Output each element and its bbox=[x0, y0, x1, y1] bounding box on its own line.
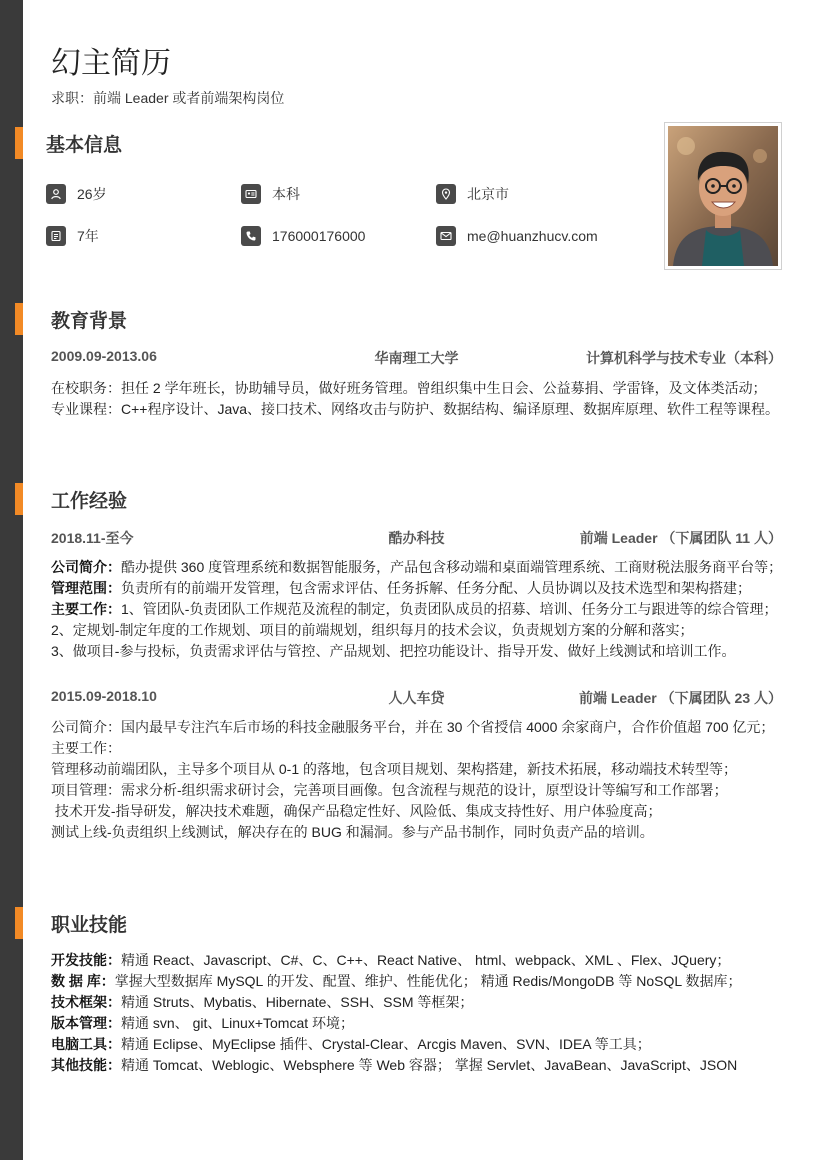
skill-text: 精通 svn、 git、Linux+Tomcat 环境； bbox=[121, 1015, 355, 1031]
job-line-text: 1、管团队-负责团队工作规范及流程的制定，负责团队成员的招募、培训、任务分工与跟进等的综合管理； bbox=[121, 601, 778, 617]
education-details bbox=[51, 378, 786, 420]
skill-text: 精通 React、Javascript、C#、C、C++、React Native、 html、webpack、XML 、Flex、JQuery； bbox=[121, 952, 731, 968]
skill-label: 电脑工具： bbox=[51, 1036, 121, 1052]
job-line-text: 负责所有的前端开发管理，包含需求评估、任务拆解、任务分配、人员协调以及技术选型和架构搭建； bbox=[121, 580, 751, 596]
mail-icon bbox=[436, 226, 456, 246]
job-line: 公司简介：国内最早专注汽车后市场的科技金融服务平台，并在 30 个省授信 4000 余家商户，合作价值超 700 亿元； bbox=[51, 719, 775, 735]
job-line bbox=[51, 641, 786, 662]
skill-line bbox=[51, 971, 786, 992]
section-marker-education bbox=[15, 303, 23, 335]
skill-label: 版本管理： bbox=[51, 1015, 121, 1031]
info-experience-value: 7年 bbox=[77, 228, 99, 244]
section-title-work: 工作经验 bbox=[51, 491, 128, 512]
job-objective: 求职：前端 Leader 或者前端架构岗位 bbox=[51, 90, 285, 106]
job-line-text: 酷办提供 360 度管理系统和数据智能服务，产品包含移动端和桌面端管理系统、工商财税法服务商平台等； bbox=[121, 559, 783, 575]
section-title-education: 教育背景 bbox=[51, 311, 128, 332]
phone-icon bbox=[241, 226, 261, 246]
section-title-skills: 职业技能 bbox=[51, 915, 128, 936]
skill-line bbox=[51, 1013, 786, 1034]
skill-line bbox=[51, 950, 786, 971]
info-phone-value: 176000176000 bbox=[272, 228, 366, 244]
job-1-details bbox=[51, 557, 786, 662]
info-phone bbox=[241, 226, 365, 246]
left-sidebar-bar bbox=[0, 0, 23, 1160]
education-period: 2009.09-2013.06 bbox=[51, 348, 157, 364]
skill-line bbox=[51, 1055, 786, 1076]
info-age-value: 26岁 bbox=[77, 186, 107, 202]
skills-list bbox=[51, 950, 786, 1076]
info-city-value: 北京市 bbox=[467, 186, 509, 202]
info-email bbox=[436, 226, 598, 246]
location-icon bbox=[436, 184, 456, 204]
calendar-icon bbox=[46, 226, 66, 246]
job-row-1 bbox=[51, 528, 782, 548]
job-line-text: 3、做项目-参与投标，负责需求评估与管控、产品规划、把控功能设计、指导开发、做好上线测试和培训工作。 bbox=[51, 643, 736, 659]
info-city bbox=[436, 184, 509, 204]
skill-label: 技术框架： bbox=[51, 994, 121, 1010]
profile-photo bbox=[664, 122, 782, 270]
info-degree bbox=[241, 184, 300, 204]
id-card-icon bbox=[241, 184, 261, 204]
job-company: 人人车贷 bbox=[388, 690, 445, 706]
skill-label: 开发技能： bbox=[51, 952, 121, 968]
education-row bbox=[51, 348, 782, 368]
user-icon bbox=[46, 184, 66, 204]
section-marker-work bbox=[15, 483, 23, 515]
job-line: 技术开发-指导研发，解决技术难题，确保产品稳定性好、风险低、集成支持性好、用户体验度高； bbox=[51, 803, 662, 819]
section-title-basic: 基本信息 bbox=[46, 135, 123, 156]
skill-text: 掌握大型数据库 MySQL 的开发、配置、维护、性能优化； 精通 Redis/MongoDB 等 NoSQL 数据库； bbox=[114, 973, 742, 989]
skill-text: 精通 Struts、Mybatis、Hibernate、SSH、SSM 等框架； bbox=[121, 994, 474, 1010]
education-line: 在校职务：担任 2 学年班长，协助辅导员，做好班务管理。曾组织集中生日会、公益募捐、学雷锋，及文体类活动； bbox=[51, 380, 767, 396]
job-line: 管理移动前端团队，主导多个项目从 0-1 的落地，包含项目规划、架构搭建，新技术拓展，移动端技术转型等； bbox=[51, 761, 738, 777]
skill-line bbox=[51, 1034, 786, 1055]
job-line-label: 公司简介： bbox=[51, 559, 121, 575]
job-role: 前端 Leader （下属团队 11 人） bbox=[579, 530, 782, 546]
job-line-label: 管理范围： bbox=[51, 580, 121, 596]
skill-label: 其他技能： bbox=[51, 1057, 121, 1073]
job-row-2 bbox=[51, 688, 782, 708]
job-role: 前端 Leader （下属团队 23 人） bbox=[578, 690, 782, 706]
skill-line bbox=[51, 992, 786, 1013]
skill-text: 精通 Eclipse、MyEclipse 插件、Crystal-Clear、Arcgis Maven、SVN、IDEA 等工具； bbox=[121, 1036, 651, 1052]
section-marker-skills bbox=[15, 907, 23, 939]
education-line: 专业课程：C++程序设计、Java、接口技术、网络攻击与防护、数据结构、编译原理、数据库原理、软件工程等课程。 bbox=[51, 401, 780, 417]
job-period: 2015.09-2018.10 bbox=[51, 688, 157, 704]
job-line: 测试上线-负责组织上线测试，解决存在的 BUG 和漏洞。参与产品书制作，同时负责产品的培训。 bbox=[51, 824, 654, 840]
job-line: 项目管理：需求分析-组织需求研讨会，完善项目画像。包含流程与规范的设计，原型设计等编写和工作部署； bbox=[51, 782, 728, 798]
info-degree-value: 本科 bbox=[272, 186, 300, 202]
job-line bbox=[51, 620, 786, 641]
section-marker-basic bbox=[15, 127, 23, 159]
job-line-text: 2、定规划-制定年度的工作规划、项目的前端规划，组织每月的技术会议，负责规划方案的分解和落实； bbox=[51, 622, 694, 638]
info-email-value: me@huanzhucv.com bbox=[467, 228, 598, 244]
job-company: 酷办科技 bbox=[388, 530, 445, 546]
education-major: 计算机科学与技术专业（本科） bbox=[586, 350, 782, 366]
job-line: 主要工作： bbox=[51, 740, 121, 756]
resume-name: 幻主简历 bbox=[51, 47, 171, 80]
job-line bbox=[51, 599, 786, 620]
info-age bbox=[46, 184, 107, 204]
job-line bbox=[51, 578, 786, 599]
job-line bbox=[51, 557, 786, 578]
info-experience bbox=[46, 226, 99, 246]
education-school: 华南理工大学 bbox=[374, 350, 459, 366]
job-2-details bbox=[51, 717, 786, 843]
skill-label: 数 据 库： bbox=[51, 973, 115, 989]
skill-text: 精通 Tomcat、Weblogic、Websphere 等 Web 容器； 掌握 Servlet、JavaBean、JavaScript、JSON bbox=[121, 1057, 738, 1073]
job-line-label: 主要工作： bbox=[51, 601, 121, 617]
portrait-image bbox=[668, 126, 778, 266]
job-period: 2018.11-至今 bbox=[51, 530, 134, 546]
